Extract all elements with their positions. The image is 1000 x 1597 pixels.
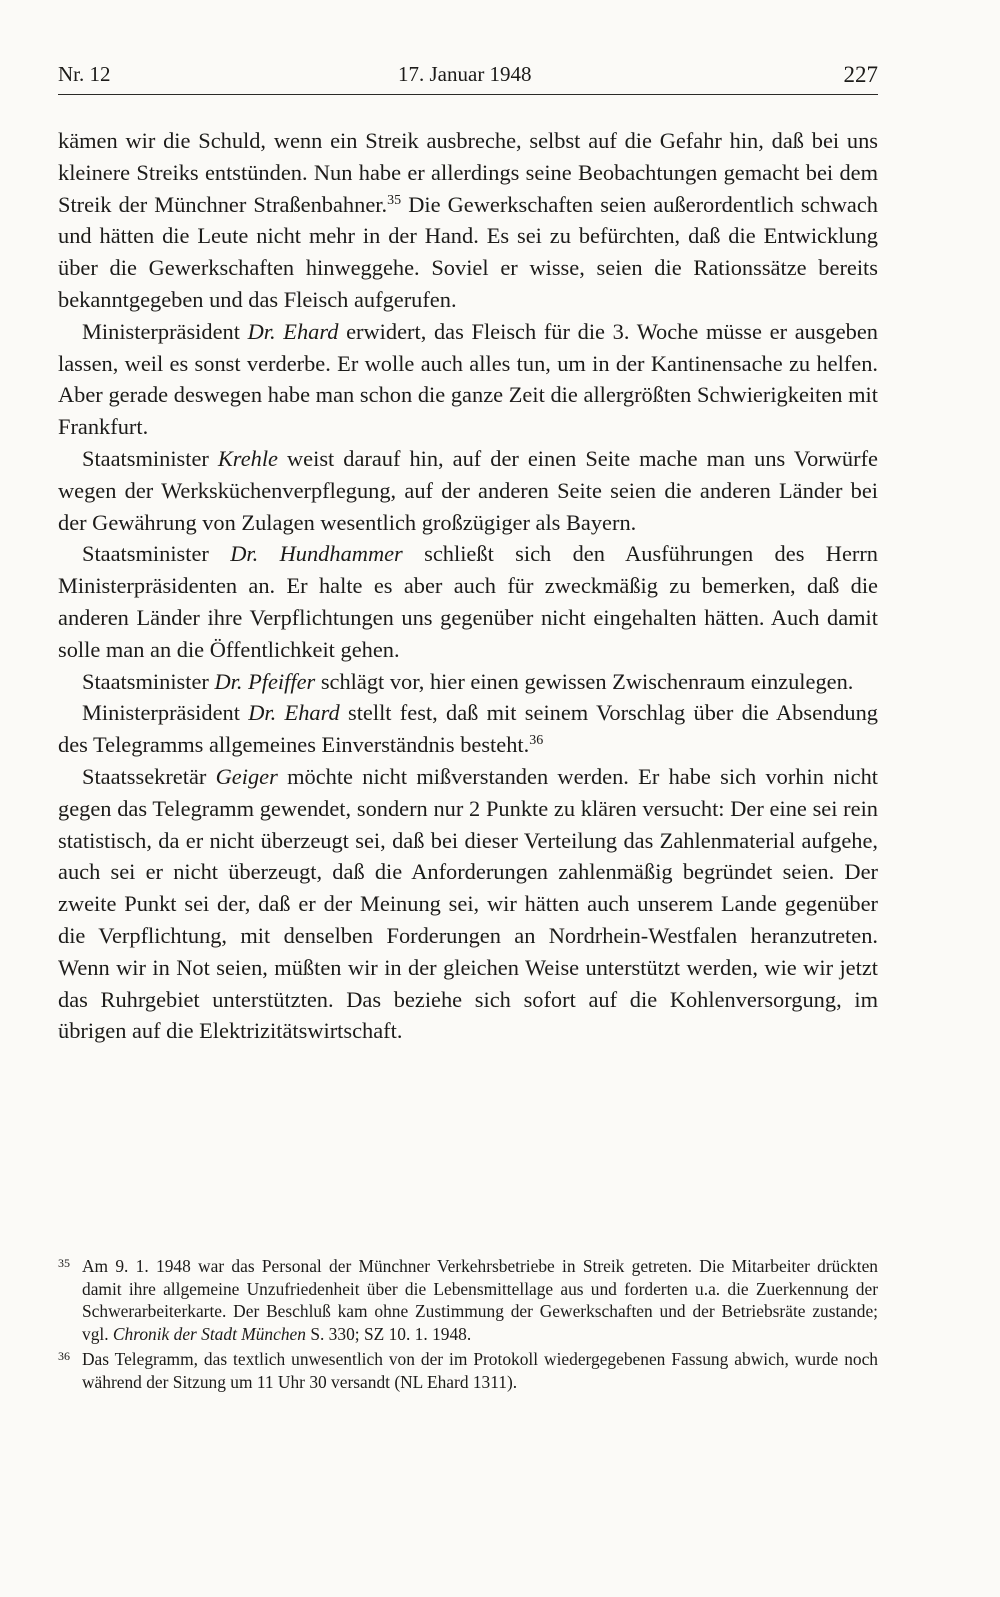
footnote-reference: 36: [529, 733, 544, 749]
text-run: weist darauf hin, auf der einen Seite mache man uns Vorwürfe wegen der Werksküchenverpflegung, auf der anderen Seite seien die anderen Länder bei der Gewährung von Zulagen wesentlich großzügiger als Bayern.: [58, 445, 878, 535]
page-number: 227: [843, 62, 878, 87]
paragraph: [58, 666, 878, 698]
text-run: Staatssekretär: [82, 763, 216, 789]
italic-name: Geiger: [215, 763, 278, 789]
issue-number: Nr. 12: [58, 62, 111, 86]
text-run: Staatsminister: [82, 541, 231, 567]
text-run: Ministerpräsident: [82, 700, 249, 726]
text-run: kämen wir die Schuld, wenn ein Streik ausbreche, selbst auf die Gefahr hin, daß bei uns kleinere Streiks entstünden. Nun habe er allerdings seine Beobachtungen gemacht bei dem Streik der Münchner Straßenbahner.: [58, 128, 878, 217]
footnote: [58, 1348, 878, 1393]
italic-name: Krehle: [217, 445, 278, 471]
text-run: stellt fest, daß mit seinem Vorschlag über die Absendung des Telegramms allgemeines Einverständnis besteht.: [58, 700, 879, 758]
italic-name: Dr. Hundhammer: [230, 541, 403, 567]
text-run: erwidert, das Fleisch für die 3. Woche müsse er ausgeben lassen, weil es sonst verderbe. Er wolle auch alles tun, um in der Kantinensache zu helfen. Aber gerade deswegen habe man schon die ganze Zeit die allergrößten Schwierigkeiten mit Frankfurt.: [58, 318, 879, 440]
footnotes: [58, 1255, 878, 1395]
session-date: 17. Januar 1948: [398, 62, 532, 86]
italic-name: Chronik der Stadt München: [112, 1324, 306, 1345]
italic-name: Dr. Ehard: [247, 318, 339, 344]
text-run: Staatsminister: [82, 445, 218, 471]
paragraph: [58, 538, 878, 665]
italic-name: Dr. Ehard: [248, 700, 340, 726]
paragraph: [58, 316, 878, 443]
text-run: Staatsminister: [82, 668, 215, 694]
running-header: [58, 60, 878, 95]
footnote-number: 35: [58, 1256, 70, 1270]
footnote-text: [82, 1349, 878, 1392]
paragraph: [58, 761, 878, 1047]
text-run: Das Telegramm, das textlich unwesentlich von der im Protokoll wiedergegebenen Fassung abwich, wurde noch während der Sitzung um 11 Uhr 30 versandt (NL Ehard 1311).: [82, 1348, 878, 1392]
paragraph: [58, 125, 878, 316]
text-run: Die Gewerkschaften seien außerordentlich schwach und hätten die Leute nicht mehr in der Hand. Es sei zu befürchten, daß die Entwicklung über die Gewerkschaften hinweggehe. Soviel er wisse, seien die Rationssätze bereits bekanntgegeben und das Fleisch aufgerufen.: [58, 191, 878, 312]
paragraph: [58, 443, 878, 538]
text-run: Ministerpräsident: [82, 318, 248, 344]
paragraph: [58, 697, 878, 761]
footnote-reference: 35: [387, 192, 402, 208]
text-run: schließt sich den Ausführungen des Herrn Ministerpräsidenten an. Er halte es aber auch für zweckmäßig zu bemerken, daß die anderen Länder ihre Verpflichtungen uns gegenüber nicht eingehalten hätten. Auch damit solle man an die Öffentlichkeit gehen.: [58, 541, 878, 662]
footnote: [58, 1255, 878, 1346]
text-run: Am 9. 1. 1948 war das Personal der Münchner Verkehrsbetriebe in Streik getreten. Die Mitarbeiter drückten damit ihre allgemeine Unzufriedenheit über die Lebensmittellage aus und forderten u.a. die Zuerkennung der Schwerarbeiterkarte. Der Beschluß kam ohne Zustimmung der Gewerkschaften und der Betriebsräte zustande; vgl.: [82, 1256, 878, 1345]
text-run: S. 330; SZ 10. 1. 1948.: [305, 1324, 472, 1345]
text-run: möchte nicht mißverstanden werden. Er habe sich vorhin nicht gegen das Telegramm gewendet, sondern nur 2 Punkte zu klären versucht: Der eine sei rein statistisch, da er nicht überzeugt sei, daß bei dieser Verteilung das Zahlenmaterial aufgehe, auch sei er nicht überzeugt, daß die Anforderungen zahlenmäßig begründet seien. Der zweite Punkt sei der, daß er der Meinung sei, wir hätten auch unserem Lande gegenüber die Verpflichtung, mit denselben Forderungen an Nordrhein-Westfalen heranzutreten. Wenn wir in Not seien, müßten wir in der gleichen Weise unterstützt werden, wie wir jetzt das Ruhrgebiet unterstützten. Das beziehe sich sofort auf die Kohlenversorgung, im übrigen auf die Elektrizitätswirtschaft.: [58, 763, 878, 1044]
italic-name: Dr. Pfeiffer: [214, 668, 316, 694]
text-run: schlägt vor, hier einen gewissen Zwischenraum einzulegen.: [315, 668, 854, 694]
footnote-text: [82, 1256, 878, 1344]
body-text: [58, 125, 878, 1047]
footnote-number: 36: [58, 1348, 70, 1363]
